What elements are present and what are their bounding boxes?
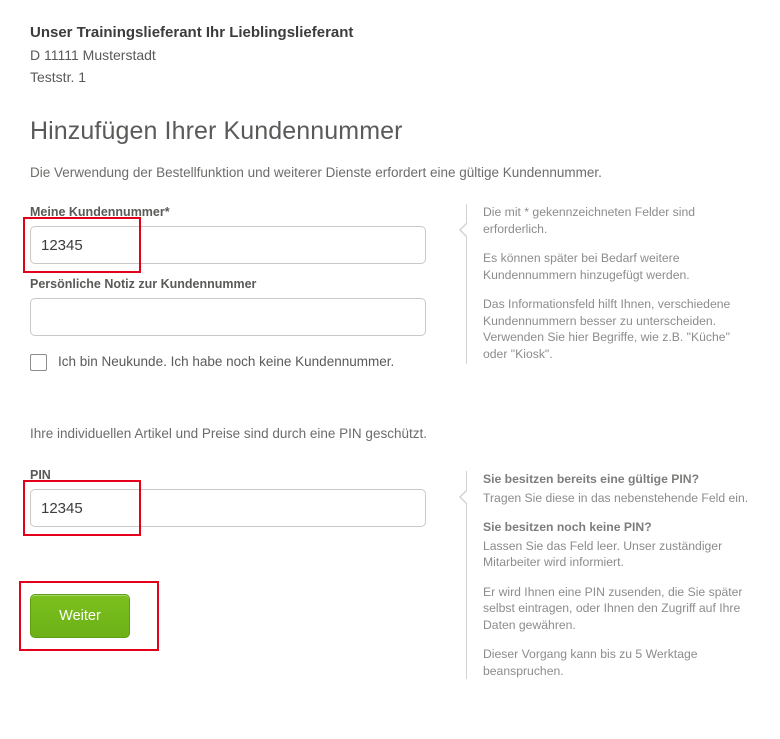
checkbox-square-icon[interactable] [30, 354, 47, 371]
personal-note-input-wrap [30, 298, 430, 336]
customer-number-label: Meine Kundennummer* [30, 205, 170, 219]
customer-number-input[interactable] [30, 226, 426, 264]
info-text-more-numbers: Es können später bei Bedarf weitere Kundennummern hinzugefügt werden. [483, 251, 690, 282]
pin-section [30, 467, 750, 692]
info-panel-pin [466, 471, 750, 679]
info-panel-customer [466, 204, 750, 364]
info-pin-text-has-pin: Tragen Sie diese in das nebenstehende Feld ein. [483, 490, 749, 505]
new-customer-checkbox-label: Ich bin Neukunde. Ich habe noch keine Kundennummer. [58, 354, 395, 369]
supplier-block [30, 22, 750, 88]
page-intro-text: Die Verwendung der Bestellfunktion und weiterer Dienste erfordert eine gültige Kundennummer. [30, 165, 602, 180]
pin-input[interactable] [30, 489, 426, 527]
pin-lead-text: Ihre individuellen Artikel und Preise sind durch eine PIN geschützt. [30, 426, 427, 441]
customer-number-info-column [430, 204, 750, 364]
personal-note-label: Persönliche Notiz zur Kundennummer [30, 277, 257, 291]
info-pin-text-no-pin: Lassen Sie das Feld leer. Unser zuständiger Mitarbeiter wird informiert. [483, 538, 723, 569]
pin-info-column [430, 467, 750, 692]
customer-number-form [30, 204, 430, 381]
supplier-city: D 11111 Musterstadt [30, 47, 156, 63]
supplier-name: Unser Trainingslieferant Ihr Lieblingslieferant [30, 24, 354, 41]
info-pin-text-duration: Dieser Vorgang kann bis zu 5 Werktage beanspruchen. [483, 647, 698, 678]
info-text-note-usage: Das Informationsfeld hilft Ihnen, verschiedene Kundennummern besser zu unterscheiden. Verwenden Sie hier Begriffe, wie z.B. "Küche" oder "Kiosk". [483, 297, 731, 361]
callout-arrow-inner-icon-pin [461, 489, 469, 505]
info-text-required-fields: Die mit * gekennzeichneten Felder sind erforderlich. [483, 205, 696, 236]
customer-number-input-wrap [30, 226, 430, 264]
info-pin-heading-has-pin: Sie besitzen bereits eine gültige PIN? [483, 472, 700, 486]
pin-lead-row [30, 425, 750, 443]
pin-label: PIN [30, 468, 51, 482]
page-title: Hinzufügen Ihrer Kundennummer [30, 117, 403, 145]
pin-form [30, 467, 430, 638]
info-pin-heading-no-pin: Sie besitzen noch keine PIN? [483, 520, 652, 534]
new-customer-checkbox-row[interactable] [30, 353, 430, 371]
callout-arrow-inner-icon [461, 222, 469, 238]
pin-input-wrap [30, 489, 430, 527]
info-pin-text-send-pin: Er wird Ihnen eine PIN zusenden, die Sie später selbst eintragen, oder Ihnen den Zugriff auf Ihre Daten gewähren. [483, 584, 743, 632]
customer-number-section [30, 204, 750, 381]
submit-area [30, 594, 130, 638]
supplier-street: Teststr. 1 [30, 69, 87, 85]
weiter-button[interactable]: Weiter [30, 594, 130, 638]
personal-note-input[interactable] [30, 298, 426, 336]
